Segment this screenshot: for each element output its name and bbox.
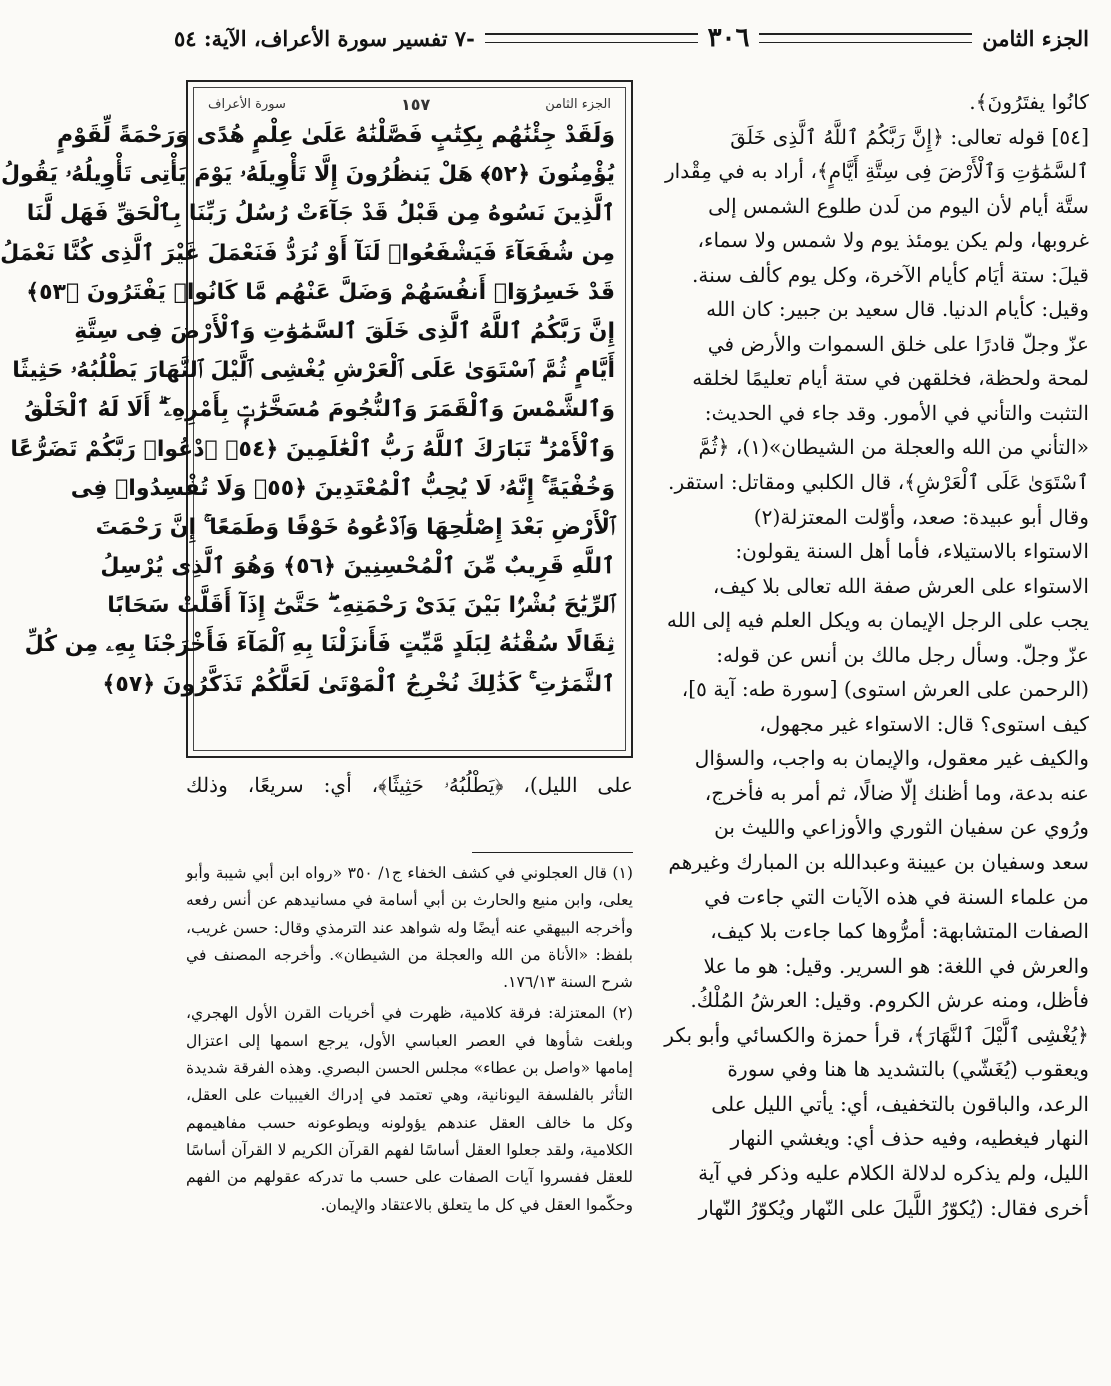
commentary-line: ٱسْتَوَىٰ عَلَى ٱلْعَرْشِ﴾، قال الكلبي ومقاتل: استقر. [668, 470, 1089, 495]
commentary-line: يجب على الرجل الإيمان به ويكل العلم فيه إلى الله [666, 608, 1089, 633]
commentary-line: فأظل، ومنه عرش الكروم. وقيل: العرشُ المُلْكُ. [690, 988, 1089, 1013]
quran-page-inner-frame [0, 87, 626, 751]
footnote-rule [472, 852, 633, 853]
commentary-line: عنه بدعة، وما أظنك إلّا ضالًا، ثم أمر به فأخرج، [704, 780, 1089, 805]
quran-juz-label: الجزء الثامن [545, 96, 611, 112]
commentary-line: ستَّة أيام لأن اليوم من لَدن طلوع الشمس إلى [708, 193, 1089, 218]
commentary-line: عزّ وجلّ. وسأل رجل مالك بن أنس عن قوله: [716, 642, 1089, 667]
page-header [174, 18, 1089, 58]
page-number: ٣٠٦ [707, 23, 750, 53]
commentary-line: سعد وسفيان بن عيينة وعبدالله بن المبارك وغيرهم [668, 850, 1089, 875]
quran-page-header [194, 88, 625, 116]
header-title: -٧ تفسير سورة الأعراف، الآية: ٥٤ [173, 25, 475, 51]
quran-text [0, 116, 625, 704]
header-rule-right [759, 33, 972, 43]
footnote-1: (١) قال العجلوني في كشف الخفاء ج١/ ٣٥٠ «رواه ابن أبي شيبة وأبو يعلى، وابن منيع والحارث بن أبي أسامة في مسانيدهم عن أنس رفعه وأخرجه البيهقي عنه أيضًا وله شواهد عند الترمذي وقال: حسن غريب، بلفظ: «الأناة من الله والعجلة من الشيطان». وأخرجه المصنف في شرح السنة ١٧٦/١٣. [186, 864, 633, 992]
quran-page-number: ١٥٧ [400, 94, 431, 114]
commentary-line: كانُوا يفتَرُونَ﴾. [969, 90, 1089, 114]
commentary-line: الليل، ولم يذكره لدلالة الكلام عليه وذكر في آية [698, 1160, 1089, 1185]
quran-line: أَيَّامٍ ثُمَّ ٱسْتَوَىٰ عَلَى ٱلْعَرْشِ يُغْشِى ٱلَّيْلَ ٱلنَّهَارَ يَطْلُبُهُۥ حَثِيثًا [12, 358, 615, 384]
commentary-line: لمحة ولحظة، فخلقهن في ستة أيام تعليمًا لخلقه [692, 366, 1089, 391]
quran-line: ٱلَّذِينَ نَسُوهُ مِن قَبْلُ قَدْ جَآءَتْ رُسُلُ رَبِّنَا بِٱلْحَقِّ فَهَل لَّنَا [26, 201, 615, 227]
quran-line: وَلَقَدْ جِئْنَٰهُم بِكِتَٰبٍ فَصَّلْنَٰهُ عَلَىٰ عِلْمٍ هُدًى وَرَحْمَةً لِّقَوْمٍ [56, 123, 615, 148]
commentary-line: «التأني من الله والعجلة من الشيطان»(١)، ﴿ثُمَّ [698, 435, 1089, 460]
commentary-line: من علماء السنة في هذه الآيات التي جاءت في [704, 884, 1089, 909]
part-label: الجزء الثامن [982, 25, 1089, 51]
commentary-line: عزّ وجلّ قادرًا على خلق السموات والأرض في [707, 331, 1089, 356]
commentary-continuation: على الليل)، ﴿يَطْلُبُهُۥ حَثِيثًا﴾، أي: سريعًا، وذلك [186, 773, 633, 797]
commentary-line: (الرحمن على العرش استوى) [سورة طه: آية ٥]، [681, 677, 1089, 702]
quran-line: ثِقَالًا سُقْنَٰهُ لِبَلَدٍ مَّيِّتٍ فَأَنزَلْنَا بِهِ ٱلْمَآءَ فَأَخْرَجْنَا بِهِۦ مِن كُلِّ [24, 632, 615, 658]
quran-line: وَٱلْأَمْرُ ۗ تَبَارَكَ ٱللَّهُ رَبُّ ٱلْعَٰلَمِينَ ﴿٥٤﴾ ٱدْعُوا۟ رَبَّكُمْ تَضَرُّعًا [10, 436, 615, 462]
commentary-line: ويعقوب (يُغَشّي) بالتشديد ها هنا وفي سورة [727, 1057, 1089, 1082]
commentary-line: والكيف غير معقول، والإيمان به واجب، والسؤال [694, 746, 1089, 771]
commentary-line: الصفات المتشابهة: أمرُّوها كما جاءت بلا كيف، [710, 919, 1089, 944]
commentary-line: كيف استوى؟ قال: الاستواء غير مجهول، [759, 711, 1089, 736]
quran-line: ٱللَّهِ قَرِيبٌ مِّنَ ٱلْمُحْسِنِينَ ﴿٥٦﴾ وَهُوَ ٱلَّذِى يُرْسِلُ [100, 554, 615, 580]
quran-line: وَٱلشَّمْسَ وَٱلْقَمَرَ وَٱلنُّجُومَ مُسَخَّرَٰتٍۭ بِأَمْرِهِۦٓ ۗ أَلَا لَهُ ٱلْخَلْقُ [24, 397, 615, 423]
commentary-line: ﴿يُغْشِى ٱلَّيْلَ ٱلنَّهَارَ﴾، قرأ حمزة والكسائي وأبو بكر [664, 1022, 1089, 1047]
commentary-line: التثبت والتأني في الأمور. وقد جاء في الحديث: [704, 400, 1089, 425]
commentary-line: ٱلسَّمَٰوَٰتِ وَٱلْأَرْضَ فِى سِتَّةِ أَيَّامٍ﴾، أراد به في مِقْدار [664, 159, 1089, 184]
commentary-line: [٥٤] قوله تعالى: ﴿إِنَّ رَبَّكُمُ ٱللَّهُ ٱلَّذِى خَلَقَ [730, 124, 1089, 149]
commentary-line: الاستواء بالاستيلاء، فأما أهل السنة يقولون: [735, 539, 1089, 564]
header-rule-left [485, 33, 698, 43]
quran-line: ٱلرِّيَٰحَ بُشْرًۢا بَيْنَ يَدَىْ رَحْمَتِهِۦ ۖ حَتَّىٰٓ إِذَآ أَقَلَّتْ سَحَابًا [107, 593, 615, 619]
commentary-line: الرعد، والباقون بالتخفيف، أي: يأتي الليل على [711, 1091, 1089, 1116]
quran-line: يُؤْمِنُونَ ﴿٥٢﴾ هَلْ يَنظُرُونَ إِلَّا تَأْوِيلَهُۥ يَوْمَ يَأْتِى تَأْوِيلُهُۥ يَقُولُ [0, 162, 615, 188]
quran-line: مِن شُفَعَآءَ فَيَشْفَعُوا۟ لَنَآ أَوْ نُرَدُّ فَنَعْمَلَ غَيْرَ ٱلَّذِى كُنَّا نَعْمَلُ [0, 240, 615, 266]
footnotes [186, 860, 633, 1223]
commentary-line: ورُوي عن سفيان الثوري والأوزاعي والليث بن [714, 815, 1089, 840]
commentary-line: قيلَ: ستة أيَام كأيام الآخرة، وكل يوم كألف سنة. [692, 262, 1089, 287]
commentary-line: غروبها، ولم يكن يومئذ يوم ولا شمس ولا سماء، [697, 228, 1089, 253]
footnote-2: (٢) المعتزلة: فرقة كلامية، ظهرت في أخريات القرن الأول الهجري، وبلغت شأوها في العصر العباسي الأول، يرجع اسمها إلى اعتزال إمامها «واصل بن عطاء» مجلس الحسن البصري. وهذه الفرقة شديدة التأثر بالفلسفة اليونانية، وهي تعتمد في إدراك الغيبيات على العقل، وكل ما خالف العقل عندهم يؤولونه ويطوعونه حسب مفاهيمهم الكلامية، ولقد جعلوا العقل أساسًا لفهم القرآن الكريم لا القرآن أساسًا للعقل ففسروا آيات الصفات على حسب ما تدركه عقولهم من الفهم وحكّموا العقل في كل ما يتعلق بالاعتقاد والإيمان. [186, 1004, 633, 1214]
quran-line: إِنَّ رَبَّكُمُ ٱللَّهُ ٱلَّذِى خَلَقَ ٱلسَّمَٰوَٰتِ وَٱلْأَرْضَ فِى سِتَّةِ [74, 318, 615, 344]
commentary-line: وقال أبو عبيدة: صعد، وأوّلت المعتزلة(٢) [753, 504, 1089, 529]
commentary-line: والعرش في اللغة: هو السرير. وقيل: هو ما علا [703, 953, 1089, 978]
commentary-line: أخرى فقال: (يُكوّرُ اللَّيلَ على النّهار ويُكوّرُ النّهار [698, 1195, 1089, 1220]
commentary-line: النهار فيغطيه، وفيه حذف أي: ويغشي النهار [730, 1126, 1089, 1151]
commentary-column [628, 85, 1089, 1225]
quran-line: ٱلثَّمَرَٰتِ ۚ كَذَٰلِكَ نُخْرِجُ ٱلْمَوْتَىٰ لَعَلَّكُمْ تَذَكَّرُونَ ﴿٥٧﴾ [102, 671, 615, 697]
quran-line: وَخُفْيَةً ۚ إِنَّهُۥ لَا يُحِبُّ ٱلْمُعْتَدِينَ ﴿٥٥﴾ وَلَا تُفْسِدُوا۟ فِى [70, 475, 615, 501]
commentary-line: وقيل: كأيام الدنيا. قال سعيد بن جبير: كان الله [706, 297, 1089, 322]
quran-surah-label: سورة الأعراف [208, 96, 286, 112]
commentary-line: الاستواء على العرش صفة الله تعالى بلا كيف، [712, 573, 1089, 598]
quran-page-frame [0, 80, 633, 758]
quran-line: قَدْ خَسِرُوٓا۟ أَنفُسَهُمْ وَضَلَّ عَنْهُم مَّا كَانُوا۟ يَفْتَرُونَ ﴿٥٣﴾ [26, 279, 615, 305]
quran-line: ٱلْأَرْضِ بَعْدَ إِصْلَٰحِهَا وَٱدْعُوهُ خَوْفًا وَطَمَعًا ۚ إِنَّ رَحْمَتَ [95, 514, 615, 540]
